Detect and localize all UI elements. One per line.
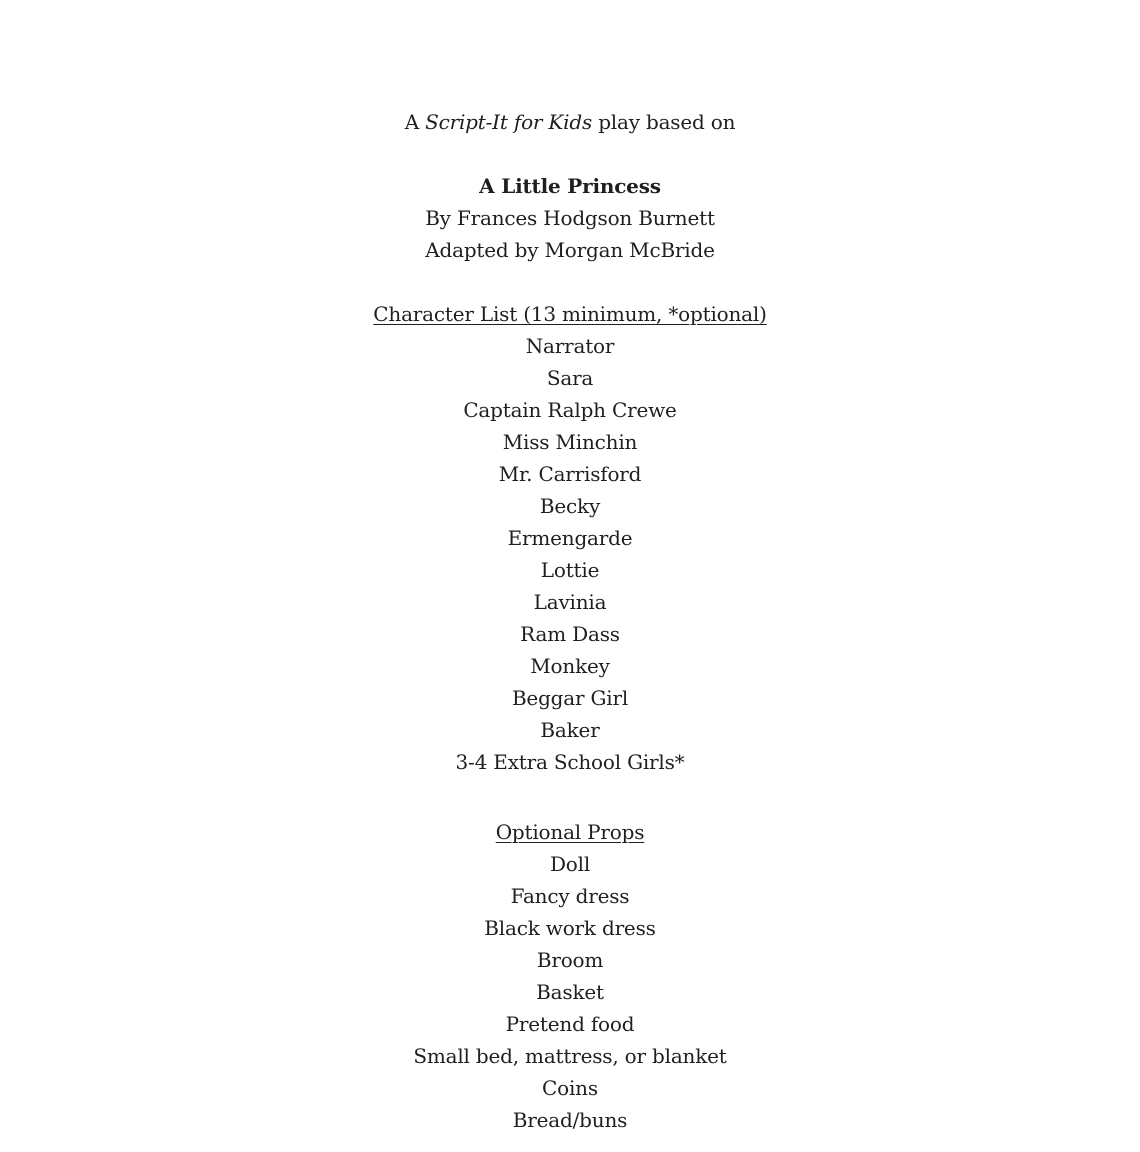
prop-item: Pretend food bbox=[505, 1012, 635, 1036]
character-item: Becky bbox=[539, 494, 601, 518]
character-item: 3-4 Extra School Girls* bbox=[455, 750, 685, 774]
prop-item: Doll bbox=[549, 852, 591, 876]
props-heading: Optional Props bbox=[495, 820, 645, 844]
character-item: Lavinia bbox=[533, 590, 607, 614]
intro-line bbox=[0, 106, 1140, 138]
character-item: Beggar Girl bbox=[511, 686, 629, 710]
intro-line-block bbox=[0, 106, 1140, 138]
character-item: Baker bbox=[540, 718, 600, 742]
prop-item: Black work dress bbox=[484, 916, 656, 940]
props-list bbox=[0, 816, 1140, 1136]
intro-suffix: play based on bbox=[592, 110, 736, 134]
prop-item: Bread/buns bbox=[512, 1108, 628, 1132]
character-item: Captain Ralph Crewe bbox=[463, 398, 677, 422]
title-block bbox=[0, 170, 1140, 266]
adapter-line: Adapted by Morgan McBride bbox=[425, 238, 715, 262]
prop-item: Fancy dress bbox=[510, 884, 630, 908]
character-item: Lottie bbox=[540, 558, 600, 582]
character-item: Mr. Carrisford bbox=[498, 462, 642, 486]
series-name: Script-It for Kids bbox=[425, 110, 593, 134]
intro-prefix: A bbox=[404, 110, 426, 134]
author-line: By Frances Hodgson Burnett bbox=[425, 206, 715, 230]
character-item: Sara bbox=[546, 366, 594, 390]
character-item: Narrator bbox=[525, 334, 615, 358]
character-item: Monkey bbox=[530, 654, 610, 678]
character-list-heading: Character List (13 minimum, *optional) bbox=[373, 302, 767, 326]
character-item: Ermengarde bbox=[507, 526, 633, 550]
prop-item: Small bed, mattress, or blanket bbox=[413, 1044, 727, 1068]
character-item: Ram Dass bbox=[520, 622, 620, 646]
character-list bbox=[0, 298, 1140, 778]
prop-item: Coins bbox=[542, 1076, 598, 1100]
character-item: Miss Minchin bbox=[502, 430, 638, 454]
prop-item: Broom bbox=[536, 948, 604, 972]
prop-item: Basket bbox=[536, 980, 604, 1004]
play-title: A Little Princess bbox=[479, 174, 661, 198]
